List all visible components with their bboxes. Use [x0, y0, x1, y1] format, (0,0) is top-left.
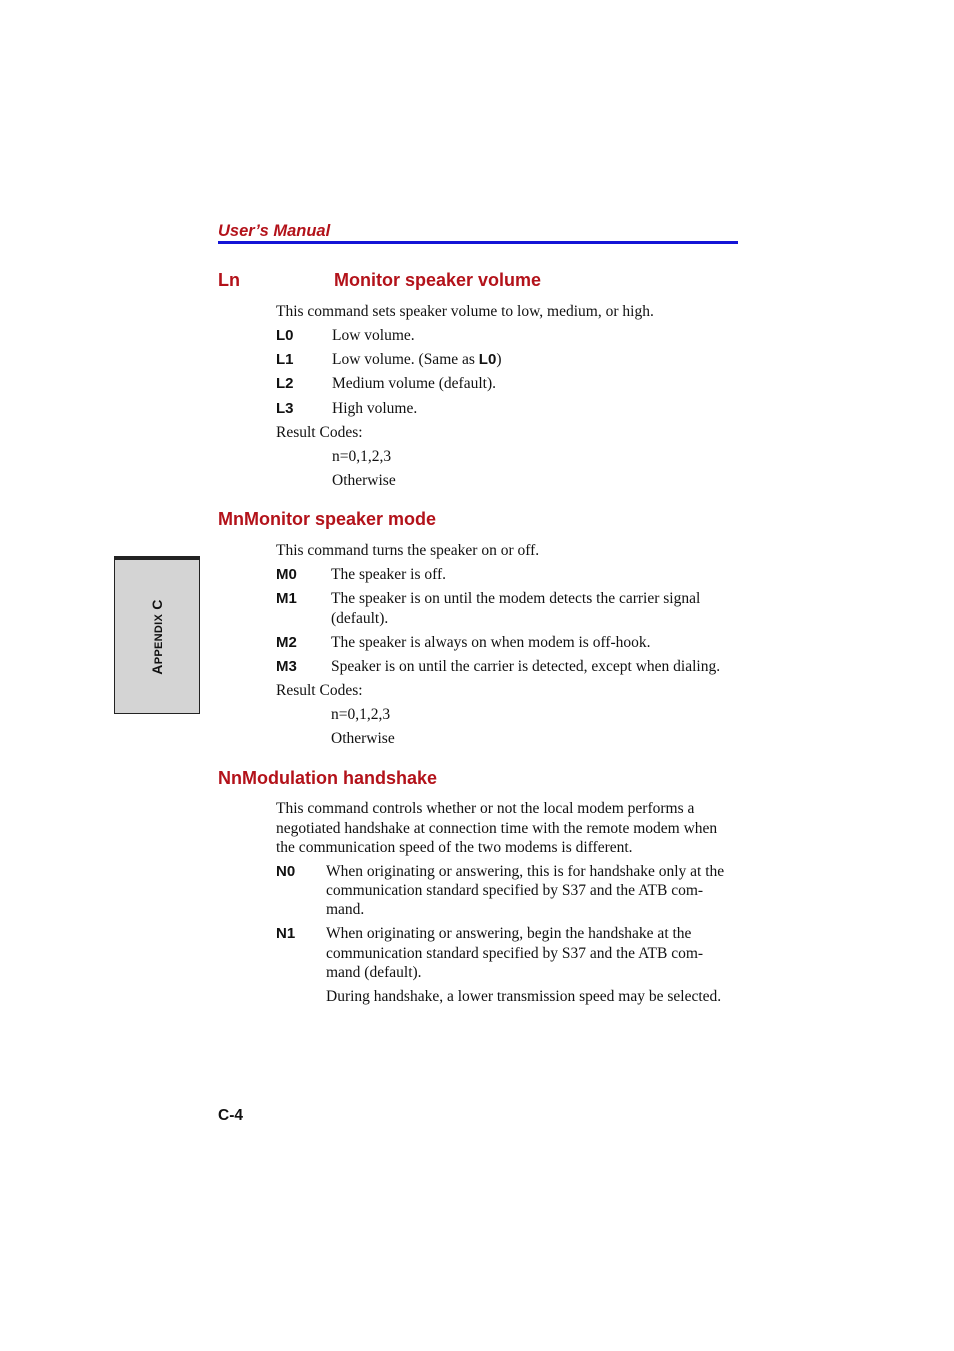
desc-n0-line1: When originating or answering, this is for handshake only at the — [326, 863, 725, 880]
desc-n0-line3: mand. — [326, 901, 365, 918]
desc-m3: Speaker is on until the carrier is detected, except when dialing. — [331, 658, 721, 675]
ln-result-codes-label: Result Codes: — [276, 424, 363, 441]
section-mn-title: MnMonitor speaker mode — [218, 509, 437, 529]
desc-m1-line1: The speaker is on until the modem detects the carrier signal — [331, 590, 701, 607]
section-nn-title: NnModulation handshake — [218, 768, 438, 788]
code-m3: M3 — [276, 658, 297, 675]
mn-result-codes-label: Result Codes: — [276, 682, 363, 699]
code-n0: N0 — [276, 863, 296, 880]
desc-n0-line2: communication standard specified by S37 and the ATB com- — [326, 882, 704, 899]
desc-n1-line1: When originating or answering, begin the handshake at the — [326, 925, 692, 942]
desc-l1: Low volume. (Same as L0) — [332, 351, 502, 368]
section-ln-title: Monitor speaker volume — [334, 270, 542, 290]
ln-result-code-2: Otherwise — [332, 472, 396, 489]
code-l0: L0 — [276, 327, 294, 344]
section-nn-intro-line1: This command controls whether or not the local modem performs a — [276, 800, 695, 817]
mn-result-code-1: n=0,1,2,3 — [331, 706, 391, 723]
desc-m2: The speaker is always on when modem is off-hook. — [331, 634, 651, 651]
code-l1: L1 — [276, 351, 294, 368]
code-l2: L2 — [276, 375, 294, 392]
mn-result-code-2: Otherwise — [331, 730, 395, 747]
code-l3: L3 — [276, 400, 294, 417]
desc-n1-line3: mand (default). — [326, 964, 422, 981]
code-m2: M2 — [276, 634, 297, 651]
section-nn-intro-line3: the communication speed of the two modems is different. — [276, 839, 633, 856]
desc-l0: Low volume. — [332, 327, 415, 344]
ref-l0: L0 — [478, 351, 497, 368]
code-m0: M0 — [276, 566, 297, 583]
desc-l2: Medium volume (default). — [332, 375, 496, 392]
desc-m0: The speaker is off. — [331, 566, 447, 583]
appendix-side-tab — [114, 556, 200, 714]
code-n1: N1 — [276, 925, 296, 942]
section-ln-code: Ln — [218, 270, 240, 290]
section-ln-intro: This command sets speaker volume to low, medium, or high. — [276, 303, 654, 320]
header-rule — [218, 241, 738, 244]
appendix-side-tab-label: APPENDIX C — [149, 598, 165, 675]
nn-note: During handshake, a lower transmission speed may be selected. — [326, 988, 722, 1005]
code-m1: M1 — [276, 590, 297, 607]
desc-m1-line2: (default). — [331, 610, 389, 627]
page-number: C-4 — [218, 1107, 243, 1124]
running-header-title: User’s Manual — [218, 222, 331, 240]
section-mn-intro: This command turns the speaker on or off. — [276, 542, 540, 559]
desc-n1-line2: communication standard specified by S37 and the ATB com- — [326, 945, 704, 962]
desc-l3: High volume. — [332, 400, 418, 417]
ln-result-code-1: n=0,1,2,3 — [332, 448, 392, 465]
section-nn-intro-line2: negotiated handshake at connection time with the remote modem when — [276, 820, 718, 837]
